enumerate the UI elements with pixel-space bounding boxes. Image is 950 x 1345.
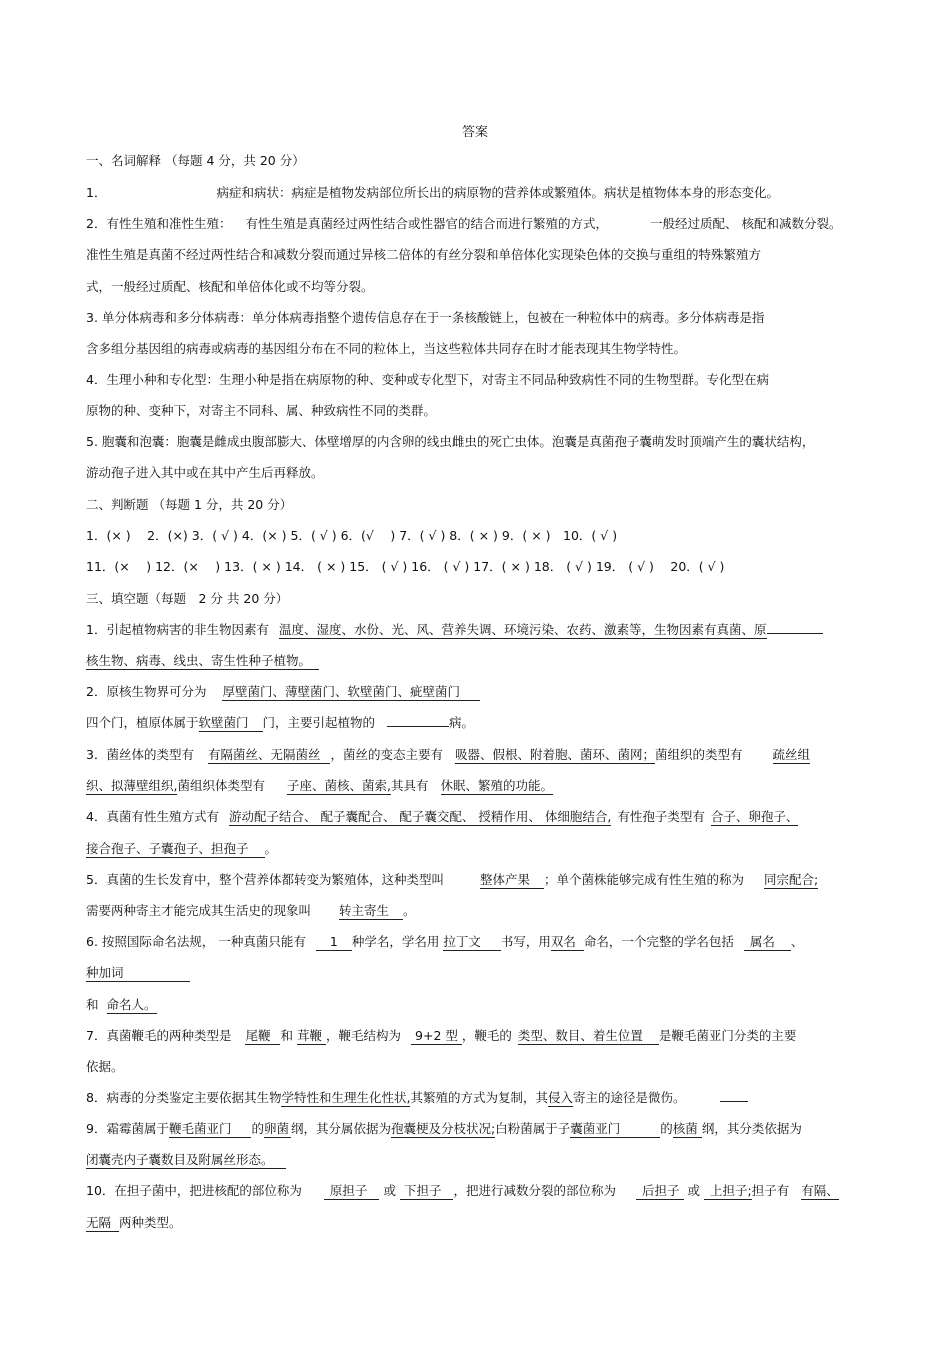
- question-text: 9．霜霉菌属于: [86, 1121, 169, 1136]
- answer-blank: 疏丝组: [772, 747, 811, 762]
- answer-blank: 命名人。: [106, 997, 157, 1012]
- definition-text: 有性生殖是真菌经过两性结合或性器官的结合而进行繁殖的方式，: [245, 216, 608, 231]
- fill-10-line-1: [86, 1182, 876, 1200]
- answer-blank: 卵菌: [264, 1121, 290, 1136]
- question-text: ，鞭毛的: [461, 1028, 512, 1043]
- answer-blank: 类型、数目、着生位置: [518, 1028, 659, 1045]
- question-text: 的: [251, 1121, 264, 1136]
- question-text: 纲，其分属依据为: [291, 1121, 392, 1136]
- question-text: 的: [660, 1121, 673, 1136]
- answer-blank: [767, 633, 823, 634]
- question-text: ，菌丝的变态主要有: [330, 747, 443, 762]
- answer-blank: [720, 1101, 748, 1102]
- answer-blank: 孢囊梗及分枝状况;: [391, 1121, 496, 1136]
- answer-blank: 合子、卵孢子、: [710, 809, 799, 824]
- answer-blank: 双名: [551, 934, 584, 951]
- question-text: 其繁殖的方式为复制，其: [410, 1090, 548, 1105]
- fill-9-line-1: [86, 1120, 876, 1138]
- definition-1: [86, 184, 876, 202]
- fill-7-line-1: [86, 1027, 876, 1045]
- definition-2-line-1: [86, 215, 876, 233]
- definition-5-line-1: 5. 胞囊和泡囊：胞囊是雌成虫腹部膨大、体壁增厚的内含卵的线虫雌虫的死亡虫体。泡囊是真菌孢子囊萌发时顶端产生的囊状结构，: [86, 434, 815, 449]
- question-text: 寄主的途径是微伤。: [572, 1090, 686, 1105]
- question-text: 纲，其分类依据为: [701, 1121, 802, 1136]
- fill-1-line-2: [86, 652, 876, 670]
- question-text: 需要两种寄主才能完成其生活史的现象叫: [86, 903, 312, 918]
- question-text: 4．真菌有性生殖方式有: [86, 809, 219, 824]
- answer-blank: 侵入: [547, 1090, 573, 1105]
- question-text: 病。: [449, 715, 475, 730]
- question-text: 6. 按照国际命名法规， 一种真菌只能有: [86, 934, 306, 949]
- fill-5-line-2: [86, 902, 876, 920]
- fill-2-line-2: [86, 714, 876, 732]
- fill-7-line-2: 依据。: [86, 1059, 124, 1074]
- answer-blank: 闭囊壳内子囊数目及附属丝形态。: [86, 1152, 286, 1169]
- question-text: 两种类型。: [119, 1215, 182, 1230]
- definition-4-line-2: 原物的种、变种下，对寄主不同科、属、种致病性不同的类群。: [86, 403, 437, 418]
- question-text: 8．病毒的分类鉴定主要依据其生物: [86, 1090, 282, 1105]
- question-text: 白粉菌属于子: [495, 1121, 571, 1136]
- question-text: 、: [790, 934, 804, 949]
- answer-blank: 尾鞭: [245, 1028, 280, 1045]
- fill-2-line-1: [86, 683, 876, 701]
- definition-term: 2．有性生殖和准性生殖：: [86, 216, 232, 231]
- question-text: 和: [86, 997, 99, 1012]
- question-text: 四个门，植原体属于: [86, 715, 199, 730]
- true-false-row-1: 1．(× ) 2．(×) 3．( √ ) 4．(× ) 5．( √ ) 6．(√ ) 7．( √ ) 8．( × ) 9．( × ) 10．( √ ): [86, 528, 618, 543]
- fill-6-line-1: [86, 933, 876, 951]
- answer-blank: 游动配子结合、 配子囊配合、 配子囊交配、 授精作用、 体细胞结合,: [228, 809, 612, 824]
- question-text: 10．在担子菌中，把进核配的部位称为: [86, 1183, 302, 1198]
- fill-8-line-1: [86, 1089, 876, 1107]
- question-text: 书写，用: [500, 934, 551, 949]
- definition-3-line-2: 含多组分基因组的病毒或病毒的基因组分布在不同的粒体上，当这些粒体共同存在时才能表现其生物学特性。: [86, 341, 687, 356]
- question-text: 。: [264, 841, 278, 856]
- definition-2-line-3: 式，一般经过质配、核配和单倍体化或不均等分裂。: [86, 279, 374, 294]
- answer-blank: 无隔: [86, 1215, 119, 1232]
- answer-blank: 子座、菌核、菌索,: [287, 778, 391, 793]
- question-text: ；单个菌株能够完成有性生殖的称为: [543, 872, 744, 887]
- answer-blank: 吸器、假根、附着胞、菌环、菌网；: [455, 747, 656, 762]
- answer-blank: 种加词: [86, 965, 190, 982]
- fill-9-line-2: [86, 1151, 876, 1169]
- question-text: 命名，一个完整的学名包括: [583, 934, 734, 949]
- answer-blank: 核菌: [673, 1121, 702, 1138]
- answer-blank: 囊菌亚门: [570, 1121, 660, 1138]
- question-text: 和: [280, 1028, 293, 1043]
- definition-text: 病症和病状：病症是植物发病部位所长出的病原物的营养体或繁殖体。病状是植物体本身的形态变化。: [216, 185, 779, 200]
- fill-4-line-2: [86, 840, 876, 858]
- answer-blank: 鞭毛菌亚门: [169, 1121, 252, 1138]
- answer-blank: 转主寄生: [339, 903, 403, 920]
- question-text: ，鞭毛结构为: [326, 1028, 402, 1043]
- answer-blank: 上担子;: [704, 1183, 752, 1200]
- question-text: 或: [383, 1183, 396, 1198]
- answer-blank: 有隔菌丝、无隔菌丝: [208, 747, 331, 764]
- question-text: 5．真菌的生长发育中，整个营养体都转变为繁殖体，这种类型叫: [86, 872, 444, 887]
- answer-blank: 有隔、: [801, 1183, 839, 1198]
- definition-text: 一般经过质配、 核配和减数分裂。: [649, 216, 842, 231]
- answer-blank: [387, 726, 449, 727]
- fill-1-line-1: [86, 621, 876, 639]
- answer-blank: 原担子: [324, 1183, 380, 1200]
- question-text: 有性孢子类型有: [617, 809, 705, 824]
- question-text: 种学名，学名用: [351, 934, 440, 949]
- question-text: 7．真菌鞭毛的两种类型是: [86, 1028, 232, 1043]
- true-false-row-2: 11．(× ) 12．(× ) 13．( × ) 14． ( × ) 15． ( √ ) 16． ( √ ) 17．( × ) 18． ( √ ) 19． ( √ ) 20．( √ ): [86, 559, 725, 574]
- answer-blank: 后担子: [636, 1183, 684, 1200]
- fill-3-line-1: [86, 746, 876, 764]
- question-text: 1．引起植物病害的非生物因素有: [86, 622, 269, 637]
- answer-blank: 拉丁文: [443, 934, 501, 951]
- fill-5-line-1: [86, 871, 876, 889]
- item-number: 1．: [86, 185, 107, 200]
- answer-blank: 核生物、病毒、线虫、寄生性种子植物。: [86, 653, 319, 670]
- answer-blank: 生物因素有真菌、原: [653, 622, 767, 637]
- answer-blank: 同宗配合;: [764, 872, 819, 887]
- answer-blank: 属名: [744, 934, 791, 951]
- definition-3-line-1: 3. 单分体病毒和多分体病毒：单分体病毒指整个遗传信息存在于一条核酸链上，包被在一种粒体中的病毒。多分体病毒是指: [86, 310, 765, 325]
- definition-5-line-2: 游动孢子进入其中或在其中产生后再释放。: [86, 465, 324, 480]
- section-heading-definitions: 一、名词解释 （每题 4 分，共 20 分）: [86, 153, 305, 168]
- answer-blank: 休眠、繁殖的功能。: [440, 778, 554, 793]
- question-text: 菌组织的类型有: [655, 747, 743, 762]
- question-text: 担子有: [751, 1183, 790, 1198]
- section-heading-fill-blanks: 三、填空题（每题 2 分 共 20 分）: [86, 591, 289, 606]
- question-text: 3．菌丝体的类型有: [86, 747, 194, 762]
- fill-3-line-2: [86, 777, 876, 795]
- answer-blank: 整体产果: [480, 872, 544, 889]
- answer-blank: 学特性和生理生化性状,: [281, 1090, 411, 1105]
- definition-4-line-1: 4．生理小种和专化型：生理小种是指在病原物的种、变种或专化型下，对寄主不同品种致病性不同的生物型群。专化型在病: [86, 372, 769, 387]
- fill-6-line-3: [86, 996, 876, 1014]
- question-text: ，把进行减数分裂的部位称为: [453, 1183, 616, 1198]
- answer-blank: 下担子: [400, 1183, 454, 1200]
- answer-blank: 茸鞭: [297, 1028, 326, 1045]
- answer-blank: 温度、湿度、水份、光、风、营养失调、环境污染、农药、激素等，: [278, 622, 654, 637]
- question-text: 其具有: [390, 778, 429, 793]
- question-text: 或: [687, 1183, 701, 1198]
- question-text: 。: [403, 903, 416, 918]
- answer-blank: 1: [316, 934, 352, 951]
- answer-blank: 软壁菌门: [199, 715, 263, 732]
- section-heading-true-false: 二、判断题 （每题 1 分，共 20 分）: [86, 497, 293, 512]
- question-text: 菌组织体类型有: [177, 778, 265, 793]
- answer-blank: 接合孢子、子囊孢子、担孢子: [86, 841, 265, 858]
- answer-blank: 9+2 型: [411, 1028, 462, 1045]
- fill-4-line-1: [86, 808, 876, 826]
- question-text: 2．原核生物界可分为: [86, 684, 207, 699]
- answer-blank: 厚壁菌门、薄壁菌门、软壁菌门、疵壁菌门: [222, 684, 480, 701]
- page-title: 答案: [461, 125, 488, 140]
- question-text: 是鞭毛菌亚门分类的主要: [658, 1028, 797, 1043]
- fill-6-line-2: [86, 964, 876, 982]
- answer-blank: 织、拟薄壁组织,: [86, 778, 178, 793]
- fill-10-line-2: [86, 1214, 876, 1232]
- definition-2-line-2: 准性生殖是真菌不经过两性结合和减数分裂而通过异核二倍体的有丝分裂和单倍体化实现染色体的交换与重组的特殊繁殖方: [86, 247, 762, 262]
- question-text: 门，主要引起植物的: [262, 715, 376, 730]
